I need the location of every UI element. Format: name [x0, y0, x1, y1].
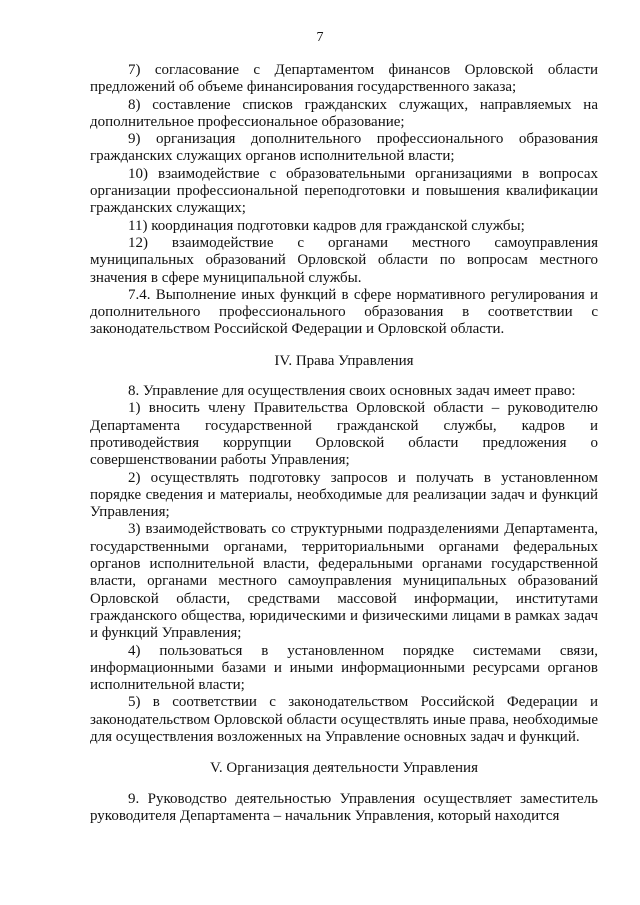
document-body	[90, 62, 598, 825]
paragraph-7-item-8: 8) составление списков гражданских служащих, направляемых на дополнительное профессиональное образование;	[90, 96, 598, 130]
paragraph-7-item-10: 10) взаимодействие с образовательными организациями в вопросах организации профессиональной переподготовки и повышения квалификации гражданских служащих;	[90, 165, 598, 217]
paragraph-8-intro: 8. Управление для осуществления своих основных задач имеет право:	[128, 383, 576, 400]
paragraph-7-item-9: 9) организация дополнительного профессионального образования гражданских служащих органов исполнительной власти;	[90, 131, 598, 165]
paragraph-8-item-3: 3) взаимодействовать со структурными подразделениями Департамента, государственными органами, территориальными органами федеральных органов исполнительной власти, федеральными органами государственной власти, органами местного самоуправления муниципальных образований Орловской области, средствами массовой информации, институтами гражданского общества, юридическими и физическими лицами в рамках задач и функций Управления;	[90, 521, 598, 642]
section-heading-4: IV. Права Управления	[274, 352, 414, 369]
paragraph-7-item-7: 7) согласование с Департаментом финансов Орловской области предложений об объеме финансирования государственного заказа;	[90, 62, 598, 96]
paragraph-7-item-12: 12) взаимодействие с органами местного самоуправления муниципальных образований Орловской области по вопросам местного значения в сфере муниципальной службы.	[90, 234, 598, 286]
paragraph-9: 9. Руководство деятельностью Управления осуществляет заместитель руководителя Департамента – начальник Управления, который находится	[90, 790, 598, 824]
paragraph-8-item-2: 2) осуществлять подготовку запросов и получать в установленном порядке сведения и материалы, необходимые для реализации задач и функций Управления;	[90, 469, 598, 521]
paragraph-8-item-4: 4) пользоваться в установленном порядке системами связи, информационными базами и иными информационными ресурсами органов исполнительной власти;	[90, 642, 598, 694]
paragraph-7-item-11: 11) координация подготовки кадров для гражданской службы;	[128, 217, 525, 234]
paragraph-8-item-5: 5) в соответствии с законодательством Российской Федерации и законодательством Орловской области осуществлять иные права, необходимые для осуществления возложенных на Управление основных задач и функций.	[90, 694, 598, 745]
page-number: 7	[316, 30, 324, 45]
paragraph-8-item-1: 1) вносить члену Правительства Орловской области – руководителю Департамента государственной гражданской службы, кадров и противодействия коррупции Орловской области предложения о совершенствовании работы Управления;	[90, 400, 598, 469]
section-heading-5: V. Организация деятельности Управления	[210, 760, 478, 777]
paragraph-7-4: 7.4. Выполнение иных функций в сфере нормативного регулирования и дополнительного профессионального образования в соответствии с законодательством Российской Федерации и Орловской области.	[90, 286, 598, 338]
